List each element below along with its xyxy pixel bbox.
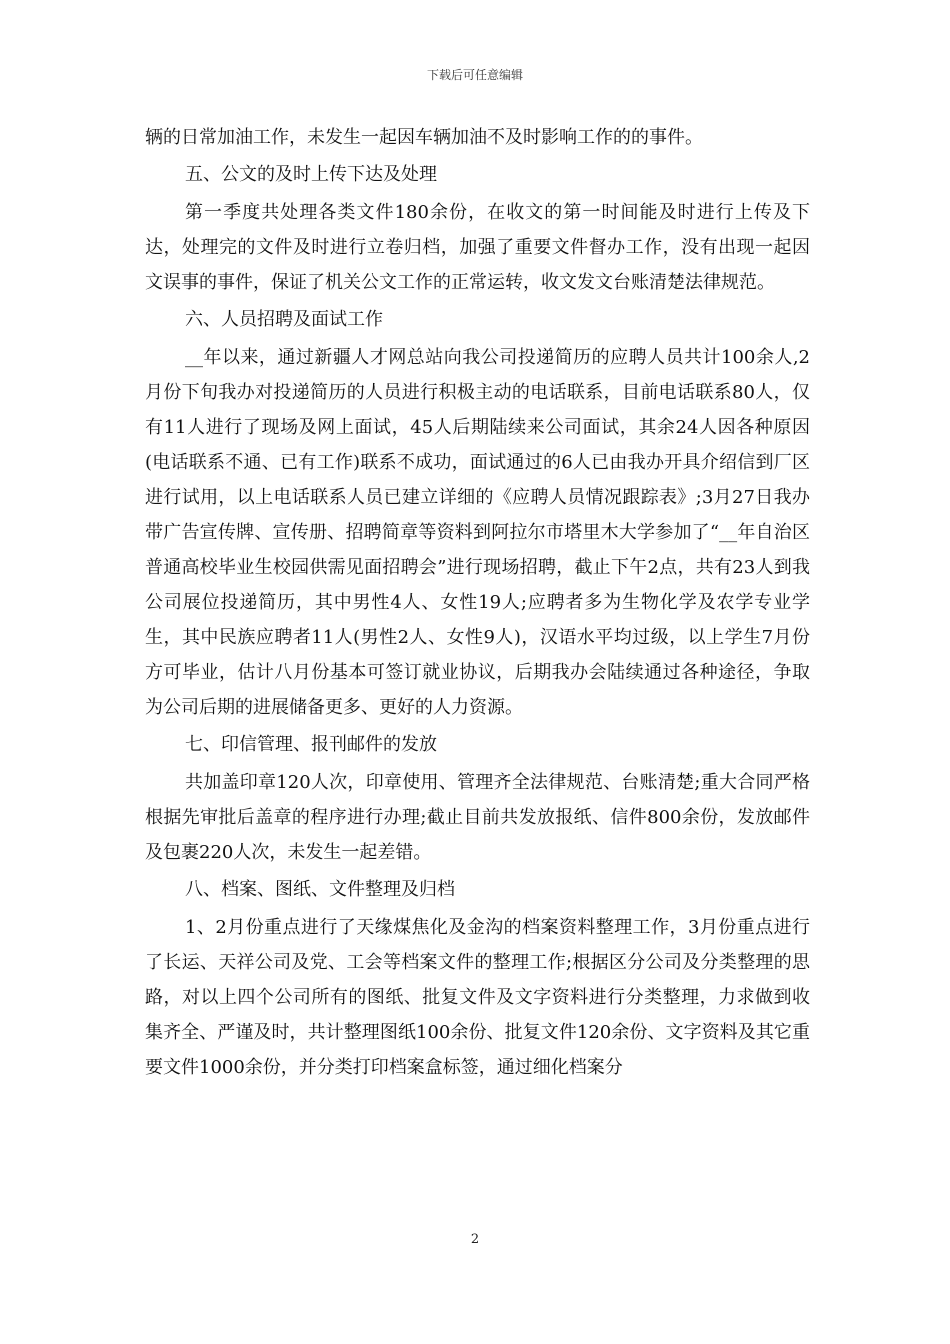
paragraph-section-8: 1、2月份重点进行了天缘煤焦化及金沟的档案资料整理工作，3月份重点进行了长运、天祥公司及党、工会等档案文件的整理工作;根据区分公司及分类整理的思路，对以上四个公司所有的图纸、批复文件及文字资料进行分类整理，力求做到收集齐全、严谨及时，共计整理图纸100余份、批复文件120余份、文字资料及其它重要文件1000余份，并分类打印档案盒标签，通过细化档案分 (145, 917, 810, 1078)
section-heading-5: 五、公文的及时上传下达及处理 (185, 164, 437, 185)
paragraph-section-6: __年以来，通过新疆人才网总站向我公司投递简历的应聘人员共计100余人,2月份下旬我办对投递简历的人员进行积极主动的电话联系，目前电话联系80人，仅有11人进行了现场及网上面试，45人后期陆续来公司面试，其余24人因各种原因(电话联系不通、已有工作)联系不成功，面试通过的6人已由我办开具介绍信到厂区进行试用，以上电话联系人员已建立详细的《应聘人员情况跟踪表》;3月27日我办带广告宣传牌、宣传册、招聘简章等资料到阿拉尔市塔里木大学参加了“__年自治区普通高校毕业生校园供需见面招聘会”进行现场招聘，截止下午2点，共有23人到我公司展位投递简历，其中男性4人、女性19人;应聘者多为生物化学及农学专业学生，其中民族应聘者11人(男性2人、女性9人)，汉语水平均过级，以上学生7月份方可毕业，估计八月份基本可签订就业协议，后期我办会陆续通过各种途径，争取为公司后期的进展储备更多、更好的人力资源。 (145, 347, 810, 718)
section-heading-8: 八、档案、图纸、文件整理及归档 (185, 879, 455, 900)
page-header: 下载后可任意编辑 (426, 68, 523, 82)
section-heading-7: 七、印信管理、报刊邮件的发放 (185, 734, 437, 755)
section-heading-6: 六、人员招聘及面试工作 (185, 309, 383, 330)
paragraph-section-7: 共加盖印章120人次，印章使用、管理齐全法律规范、台账清楚;重大合同严格根据先审批后盖章的程序进行办理;截止目前共发放报纸、信件800余份，发放邮件及包裹220人次，未发生一起差错。 (145, 772, 810, 863)
paragraph-section-5: 第一季度共处理各类文件180余份，在收文的第一时间能及时进行上传及下达，处理完的文件及时进行立卷归档，加强了重要文件督办工作，没有出现一起因文误事的事件，保证了机关公文工作的正常运转，收文发文台账清楚法律规范。 (145, 202, 810, 293)
document-body (145, 120, 810, 1085)
page-number: 2 (470, 1232, 480, 1247)
paragraph-continued: 辆的日常加油工作，未发生一起因车辆加油不及时影响工作的的事件。 (145, 127, 703, 148)
